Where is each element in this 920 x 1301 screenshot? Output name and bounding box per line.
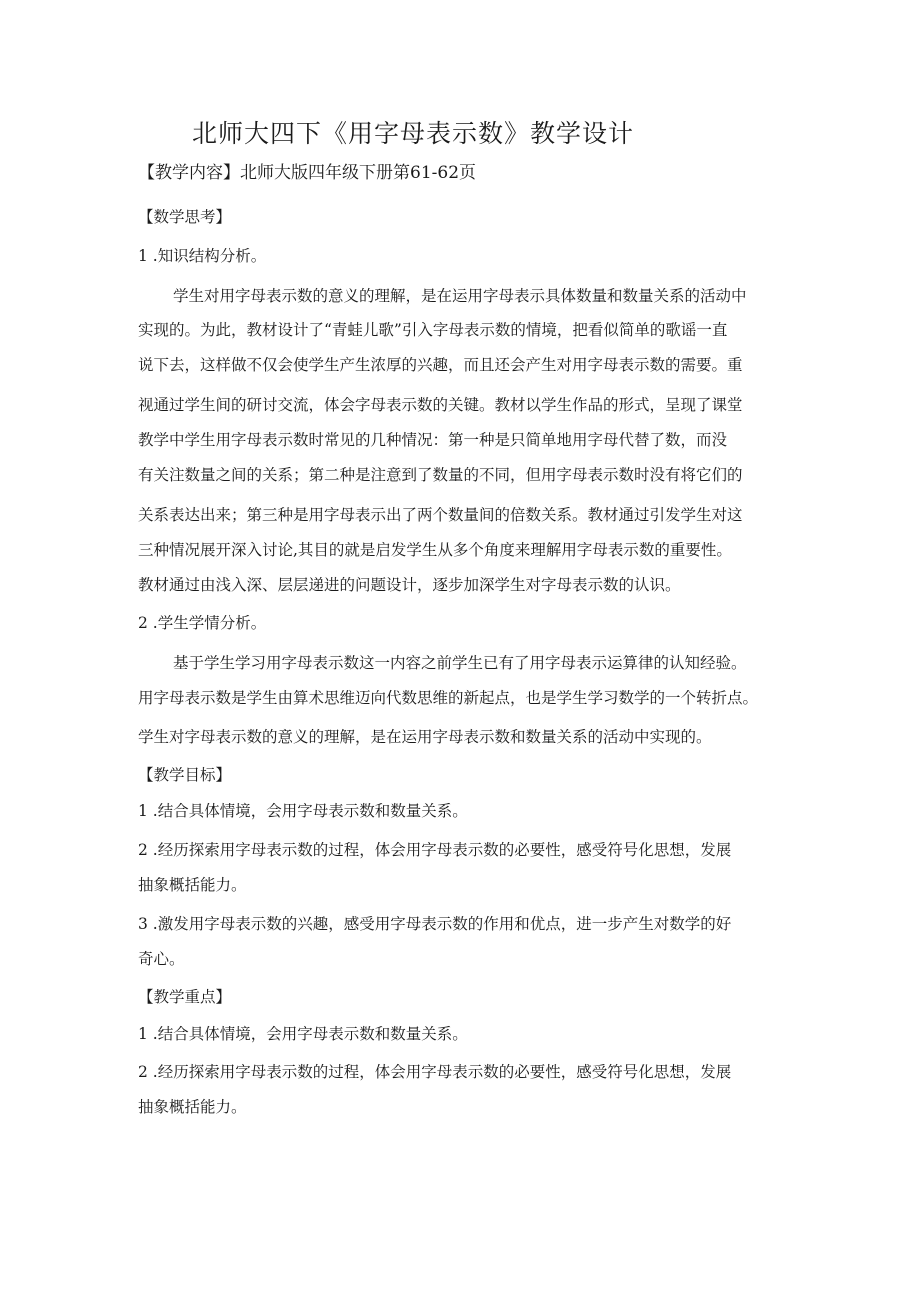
goal-line: 抽象概括能力。 xyxy=(138,876,247,894)
paragraph-line: 学生对字母表示数的意义的理解，是在运用字母表示数和数量关系的活动中实现的。 xyxy=(138,728,712,746)
goal-line: 2 .经历探索用字母表示数的过程，体会用字母表示数的必要性，感受符号化思想，发展 xyxy=(138,841,732,859)
key-point-line: 2 .经历探索用字母表示数的过程，体会用字母表示数的必要性，感受符号化思想，发展 xyxy=(138,1063,732,1081)
paragraph-line: 说下去，这样做不仅会使学生产生浓厚的兴趣，而且还会产生对用字母表示数的需要。重 xyxy=(138,356,743,374)
teaching-content-line: 【教学内容】北师大版四年级下册第61-62页 xyxy=(138,163,477,183)
paragraph-line: 用字母表示数是学生由算术思维迈向代数思维的新起点，也是学生学习数学的一个转折点。 xyxy=(138,689,759,707)
goal-line: 3 .激发用字母表示数的兴趣，感受用字母表示数的作用和优点，进一步产生对数学的好 xyxy=(138,915,732,933)
section-heading-thinking: 【数学思考】 xyxy=(138,208,232,226)
paragraph-line: 实现的。为此，教材设计了“青蛙儿歌”引入字母表示数的情境，把看似简单的歌谣一直 xyxy=(138,321,728,339)
paragraph-line: 三种情况展开深入讨论,其目的就是启发学生从多个角度来理解用字母表示数的重要性。 xyxy=(138,541,732,559)
paragraph-line: 有关注数量之间的关系；第二种是注意到了数量的不同，但用字母表示数时没有将它们的 xyxy=(138,466,743,484)
paragraph-line: 基于学生学习用字母表示数这一内容之前学生已有了用字母表示运算律的认知经验。 xyxy=(173,654,747,672)
paragraph-line: 关系表达出来；第三种是用字母表示出了两个数量间的倍数关系。教材通过引发学生对这 xyxy=(138,506,743,524)
goal-line: 奇心。 xyxy=(138,950,185,968)
document-title: 北师大四下《用字母表示数》教学设计 xyxy=(192,119,635,148)
goal-line: 1 .结合具体情境，会用字母表示数和数量关系。 xyxy=(138,802,468,820)
paragraph-line: 教学中学生用字母表示数时常见的几种情况：第一种是只简单地用字母代替了数，而没 xyxy=(138,431,728,449)
key-point-line: 抽象概括能力。 xyxy=(138,1098,247,1116)
paragraph-line: 视通过学生间的研讨交流，体会字母表示数的关键。教材以学生作品的形式，呈现了课堂 xyxy=(138,396,743,414)
item-label-student-analysis: 2 .学生学情分析。 xyxy=(138,614,267,632)
section-heading-key-points: 【教学重点】 xyxy=(138,988,232,1006)
section-heading-goals: 【教学目标】 xyxy=(138,766,232,784)
item-label-knowledge-structure: 1 .知识结构分析。 xyxy=(138,247,267,265)
paragraph-line: 教材通过由浅入深、层层递进的问题设计，逐步加深学生对字母表示数的认识。 xyxy=(138,576,681,594)
key-point-line: 1 .结合具体情境，会用字母表示数和数量关系。 xyxy=(138,1025,468,1043)
paragraph-line: 学生对用字母表示数的意义的理解，是在运用字母表示具体数量和数量关系的活动中 xyxy=(173,287,747,305)
